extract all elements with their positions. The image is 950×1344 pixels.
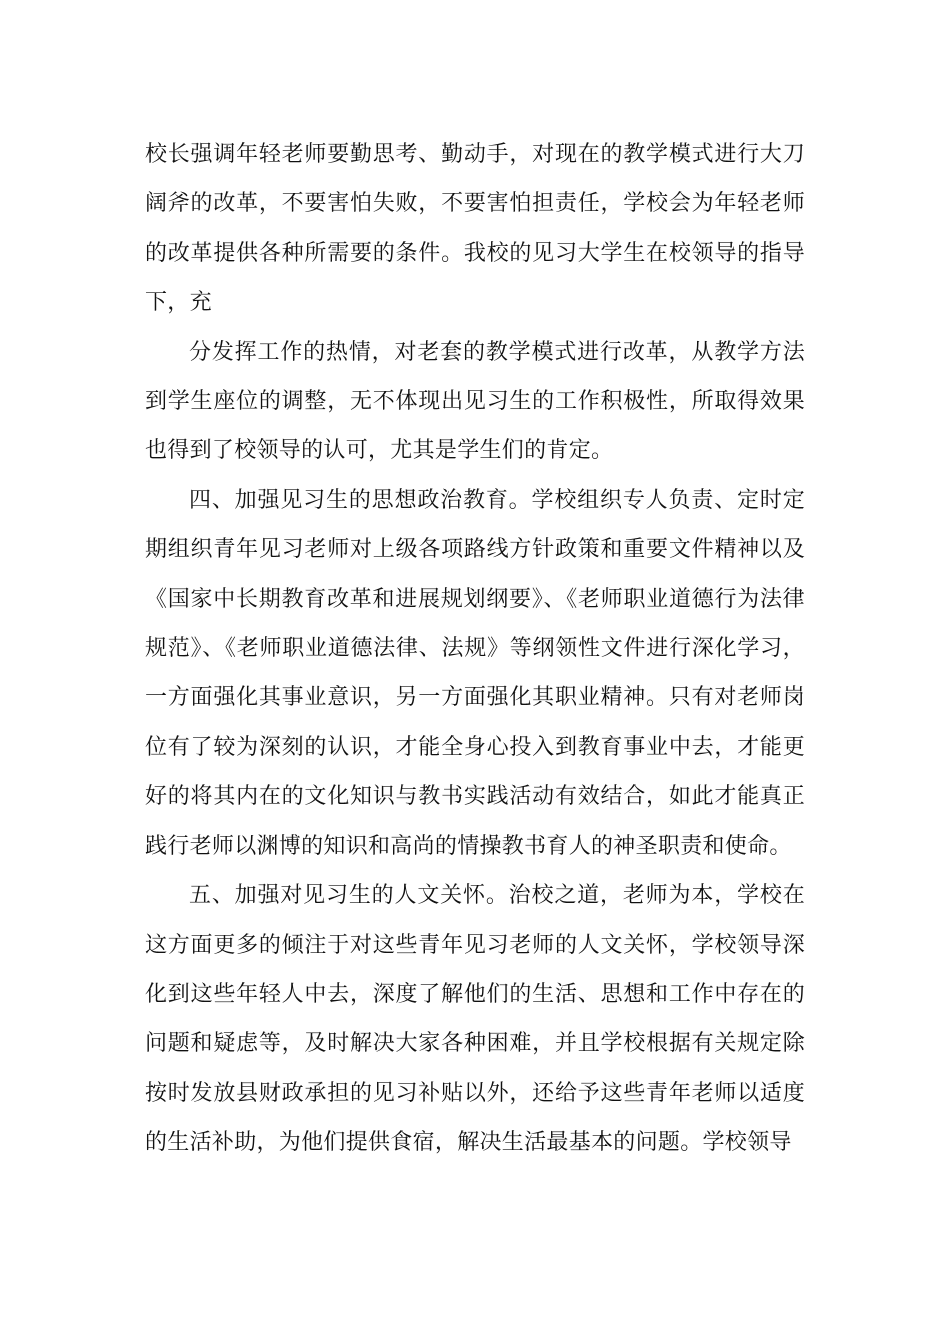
paragraph-reform-enthusiasm: 分发挥工作的热情，对老套的教学模式进行改革，从教学方法到学生座位的调整，无不体现出见习生的工作积极性，所取得效果也得到了校领导的认可，尤其是学生们的肯定。 [145, 339, 805, 464]
paragraph-political-education: 四、加强见习生的思想政治教育。学校组织专人负责、定时定期组织青年见习老师对上级各项路线方针政策和重要文件精神以及《国家中长期教育改革和进展规划纲要》、《老师职业道德行为法律规范》、《老师职业道德法律、法规》等纲领性文件进行深化学习，一方面强化其事业意识，另一方面强化其职业精神。只有对老师岗位有了较为深刻的认识，才能全身心投入到教育事业中去，才能更好的将其内在的文化知识与教书实践活动有效结合，如此才能真正践行老师以渊博的知识和高尚的情操教书育人的神圣职责和使命。 [145, 487, 805, 859]
paragraph-continuation: 校长强调年轻老师要勤思考、勤动手，对现在的教学模式进行大刀阔斧的改革，不要害怕失败，不要害怕担责任，学校会为年轻老师的改革提供各种所需要的条件。我校的见习大学生在校领导的指导下，充 [145, 142, 805, 316]
paragraph-humanistic-care: 五、加强对见习生的人文关怀。治校之道，老师为本，学校在这方面更多的倾注于对这些青年见习老师的人文关怀，学校领导深化到这些年轻人中去，深度了解他们的生活、思想和工作中存在的问题和疑虑等，及时解决大家各种困难，并且学校根据有关规定除按时发放县财政承担的见习补贴以外，还给予这些青年老师以适度的生活补助，为他们提供食宿，解决生活最基本的问题。学校领导 [145, 883, 805, 1156]
document-body [145, 130, 805, 1168]
